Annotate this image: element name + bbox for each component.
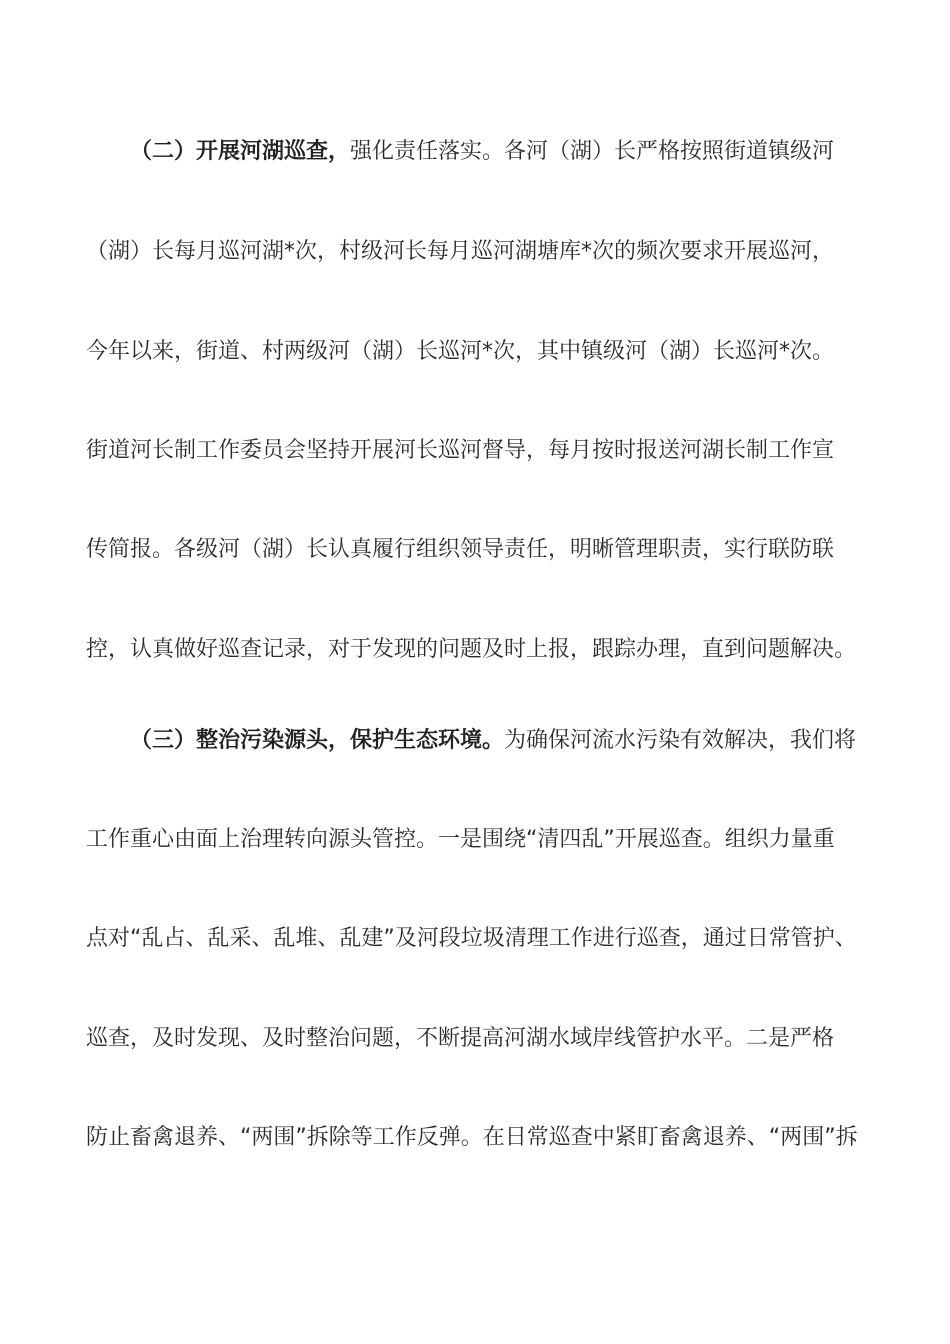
paragraph-2-line-5: 传简报。各级河（湖）长认真履行组织领导责任，明晰管理职责，实行联防联 xyxy=(86,537,835,562)
paragraph-2-line-3: 今年以来，街道、村两级河（湖）长巡河*次，其中镇级河（湖）长巡河*次。 xyxy=(86,339,835,364)
paragraph-3-line-4: 巡查，及时发现、及时整治问题，不断提高河湖水域岸线管护水平。二是严格 xyxy=(86,1026,835,1051)
paragraph-2-text: 强化责任落实。各河（湖）长严格按照街道镇级河 xyxy=(350,139,835,164)
paragraph-2-line-1 xyxy=(130,137,876,167)
paragraph-3-heading: （三）整治污染源头，保护生态环境。 xyxy=(130,728,505,753)
paragraph-3-line-3: 点对“乱占、乱采、乱堆、乱建”及河段垃圾清理工作进行巡查，通过日常管护、 xyxy=(86,926,857,951)
paragraph-2-line-2: （湖）长每月巡河湖*次，村级河长每月巡河湖塘库*次的频次要求开展巡河， xyxy=(86,239,835,264)
paragraph-2-line-6: 控，认真做好巡查记录，对于发现的问题及时上报，跟踪办理，直到问题解决。 xyxy=(86,637,857,662)
paragraph-3-line-1 xyxy=(130,726,876,756)
paragraph-3-line-2: 工作重心由面上治理转向源头管控。一是围绕“清四乱”开展巡查。组织力量重 xyxy=(86,827,835,852)
paragraph-2-heading: （二）开展河湖巡查， xyxy=(130,139,351,164)
paragraph-2-line-4: 街道河长制工作委员会坚持开展河长巡河督导，每月按时报送河湖长制工作宣 xyxy=(86,438,835,463)
paragraph-3-text: 为确保河流水污染有效解决，我们将 xyxy=(504,728,857,753)
paragraph-3-line-5: 防止畜禽退养、“两围”拆除等工作反弹。在日常巡查中紧盯畜禽退养、“两围”拆 xyxy=(86,1125,858,1150)
